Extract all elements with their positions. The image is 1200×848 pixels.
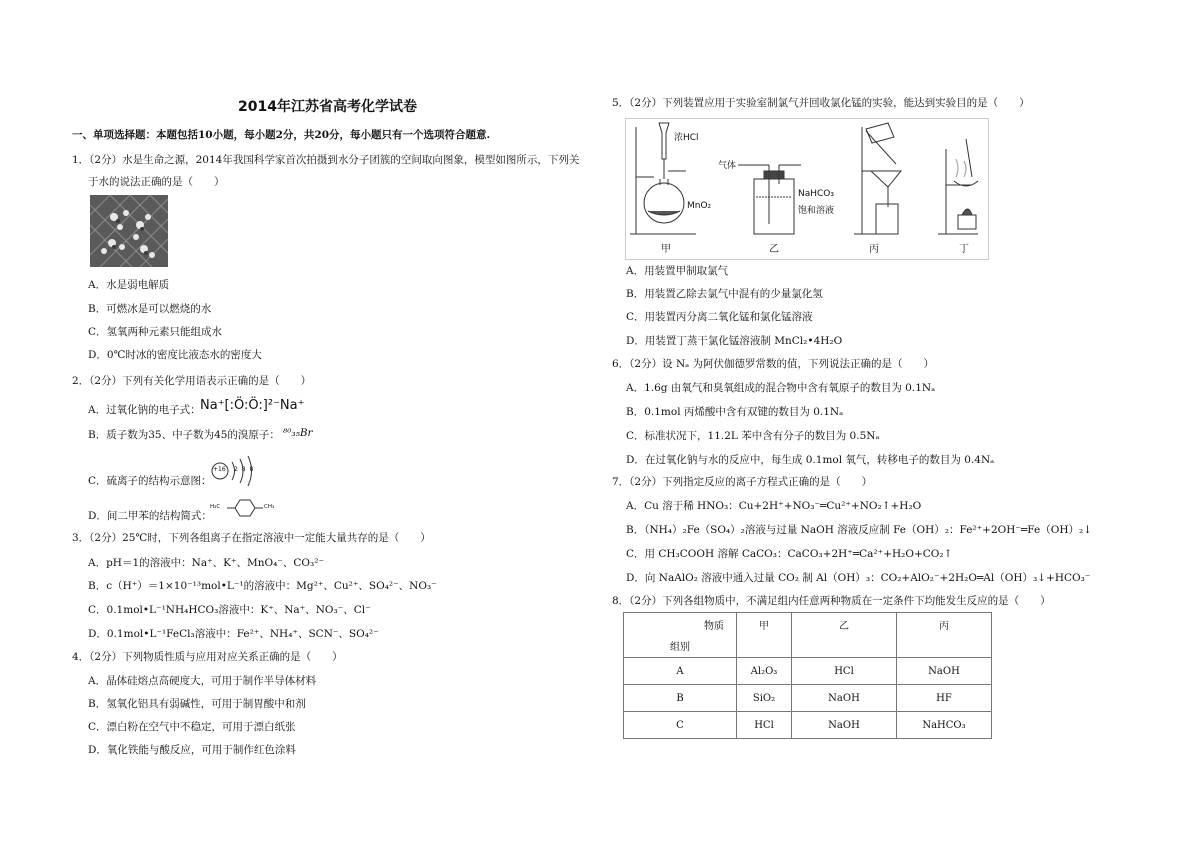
q4-option-d: D．氧化铁能与酸反应，可用于制作红色涂料: [88, 744, 296, 756]
q3-option-d: D．0.1mol•L⁻¹FeCl₃溶液中：Fe²⁺、NH₄⁺、SCN⁻、SO₄²⁻: [88, 628, 379, 640]
q4-option-a: A．晶体硅熔点高硬度大，可用于制作半导体材料: [88, 675, 317, 687]
header-col-yi: 乙: [792, 613, 897, 658]
q1-option-d: D．0℃时冰的密度比液态水的密度大: [88, 349, 262, 361]
fig-label-jia: 甲: [661, 244, 671, 255]
q6-stem: 6．（2分）设 Nₐ 为阿伏伽德罗常数的值，下列说法正确的是（ ）: [612, 358, 935, 370]
header-diagonal-cell: 物质 组别: [624, 613, 737, 658]
q3-option-a: A．pH＝1的溶液中：Na⁺、K⁺、MnO₄⁻、CO₃²⁻: [88, 557, 324, 569]
q1-stem-line2: 于水的说法正确的是（ ）: [88, 176, 225, 188]
water-cluster-image: [90, 195, 168, 267]
table-cell: NaHCO₃: [897, 712, 992, 739]
q3-option-c: C．0.1mol•L⁻¹NH₄HCO₃溶液中：K⁺、Na⁺、NO₃⁻、Cl⁻: [88, 604, 371, 616]
q4-stem: 4．（2分）下列物质性质与应用对应关系正确的是（ ）: [72, 651, 343, 663]
table-header-row: [624, 613, 992, 658]
table-cell: HF: [897, 685, 992, 712]
q1-option-b: B．可燃冰是可以燃烧的水: [88, 303, 212, 315]
fig-hcl-label: 浓HCl: [674, 133, 699, 143]
table-cell: NaOH: [792, 685, 897, 712]
q7-option-c: C．用 CH₃COOH 溶解 CaCO₃：CaCO₃+2H⁺═Ca²⁺+H₂O+CO₂↑: [626, 548, 953, 560]
section-heading: 一、单项选择题：本题包括10小题，每小题2分，共20分，每小题只有一个选项符合题意.: [72, 129, 491, 141]
q2-option-c: C．硫离子的结构示意图：: [88, 475, 212, 487]
q8-table: [623, 612, 992, 739]
q2-stem: 2．（2分）下列有关化学用语表示正确的是（ ）: [72, 375, 312, 387]
fig-label-yi: 乙: [769, 244, 779, 255]
q4-option-b: B．氢氧化铝具有弱碱性，可用于制胃酸中和剂: [88, 698, 306, 710]
table-cell: SiO₂: [737, 685, 792, 712]
q6-option-d: D．在过氧化钠与水的反应中，每生成 0.1mol 氧气，转移电子的数目为 0.4Nₐ: [626, 454, 995, 466]
fig-gas-label: 气体: [718, 161, 737, 171]
table-cell: HCl: [737, 712, 792, 739]
fig-mno2-label: MnO₂: [687, 201, 712, 211]
m-xylene-structure: H₃C CH₃: [210, 496, 280, 520]
q3-stem: 3．（2分）25℃时，下列各组离子在指定溶液中一定能大量共存的是（ ）: [72, 532, 431, 544]
q6-option-c: C．标准状况下，11.2L 苯中含有分子的数目为 0.5Nₐ: [626, 430, 880, 442]
q1-option-c: C．氢氧两种元素只能组成水: [88, 326, 223, 338]
fig-nahco3-label: NaHCO₃: [798, 189, 834, 199]
q2-option-a: A．过氧化钠的电子式：: [88, 404, 201, 416]
table-cell: A: [624, 658, 737, 685]
fig-saturated-label: 饱和溶液: [798, 206, 835, 216]
table-cell: NaOH: [897, 658, 992, 685]
q1-option-a: A．水是弱电解质: [88, 279, 170, 291]
q2-option-b: B．质子数为35、中子数为45的溴原子：: [88, 429, 280, 441]
q7-option-b: B．（NH₄）₂Fe（SO₄）₂溶液与过量 NaOH 溶液反应制 Fe（OH）₂：Fe²⁺+2OH⁻═Fe（OH）₂↓: [626, 524, 1092, 536]
q8-stem: 8．（2分）下列各组物质中，不满足组内任意两种物质在一定条件下均能发生反应的是（ ）: [612, 595, 1051, 607]
q6-option-b: B．0.1mol 丙烯酸中含有双键的数目为 0.1Nₐ: [626, 406, 844, 418]
header-col-jia: 甲: [737, 613, 792, 658]
q7-option-d: D．向 NaAlO₂ 溶液中通入过量 CO₂ 制 Al（OH）₃：CO₂+AlO₂⁻+2H₂O═Al（OH）₃↓+HCO₃⁻: [626, 572, 1091, 584]
table-cell: C: [624, 712, 737, 739]
sodium-peroxide-formula: Na⁺[:Ö:Ö:]²⁻Na⁺: [200, 398, 305, 413]
fig-label-bing: 丙: [869, 244, 879, 255]
page-title: 2014年江苏省高考化学试卷: [238, 99, 417, 115]
table-cell: HCl: [792, 658, 897, 685]
table-row: [624, 685, 992, 712]
q7-option-a: A．Cu 溶于稀 HNO₃：Cu+2H⁺+NO₃⁻═Cu²⁺+NO₂↑+H₂O: [626, 500, 922, 512]
q5-stem: 5．（2分）下列装置应用于实验室制氯气并回收氯化锰的实验，能达到实验目的是（ ）: [612, 97, 1030, 109]
table-cell: Al₂O₃: [737, 658, 792, 685]
sulfide-ion-diagram: +16 2 8 8: [210, 452, 258, 490]
table-cell: B: [624, 685, 737, 712]
q4-option-c: C．漂白粉在空气中不稳定，可用于漂白纸张: [88, 721, 296, 733]
header-col-bing: 丙: [897, 613, 992, 658]
q5-option-b: B．用装置乙除去氯气中混有的少量氯化氢: [626, 288, 823, 300]
table-row: [624, 712, 992, 739]
q6-option-a: A．1.6g 由氧气和臭氧组成的混合物中含有氧原子的数目为 0.1Nₐ: [626, 382, 936, 394]
q5-option-c: C．用装置丙分离二氧化锰和氯化锰溶液: [626, 311, 813, 323]
q5-option-d: D．用装置丁蒸干氯化锰溶液制 MnCl₂•4H₂O: [626, 335, 843, 347]
q5-option-a: A．用装置甲制取氯气: [626, 265, 729, 277]
table-cell: NaOH: [792, 712, 897, 739]
q1-stem-line1: 1．（2分）水是生命之源，2014年我国科学家首次拍摄到水分子团簇的空间取向图象，模型如图所示，下列关: [72, 154, 580, 166]
table-row: [624, 658, 992, 685]
q3-option-b: B．c（H⁺）＝1×10⁻¹³mol•L⁻¹的溶液中：Mg²⁺、Cu²⁺、SO₄²⁻、NO₃⁻: [88, 580, 437, 592]
apparatus-figure: [625, 118, 989, 260]
q2-option-d: D．间二甲苯的结构简式：: [88, 510, 212, 522]
bromine-isotope-formula: ⁸⁰₃₅Br: [283, 427, 313, 439]
fig-label-ding: 丁: [959, 244, 969, 255]
q7-stem: 7．（2分）下列指定反应的离子方程式正确的是（ ）: [612, 476, 873, 488]
